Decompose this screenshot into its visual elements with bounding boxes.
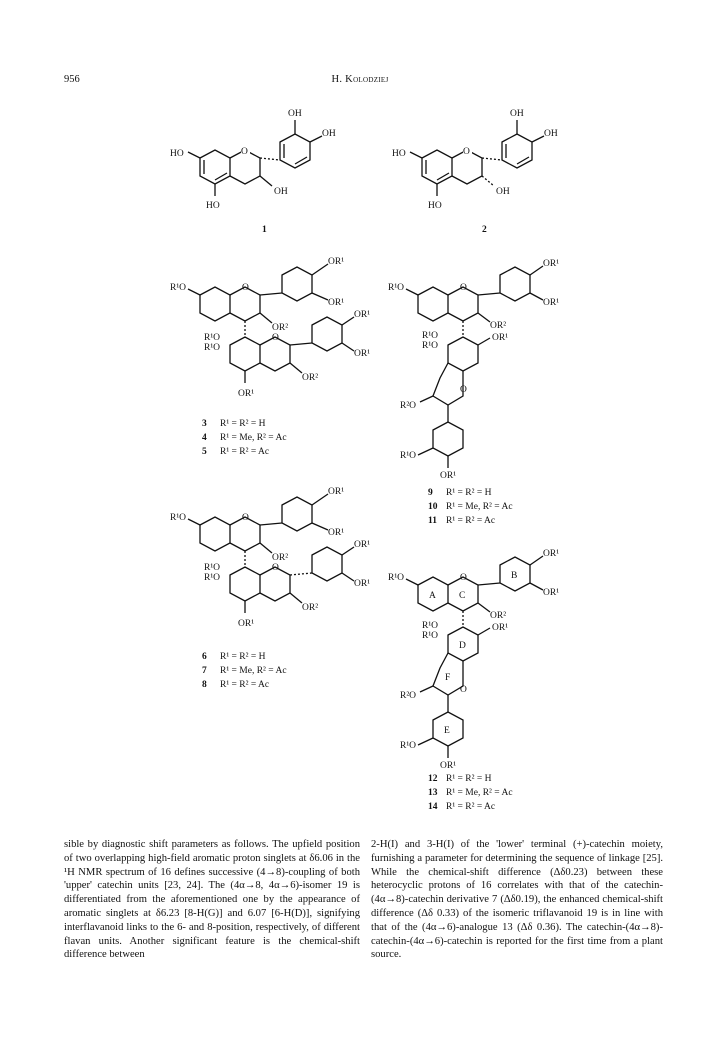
compound-number: 10 (428, 502, 438, 512)
oh-label: OH (496, 187, 510, 197)
running-head: H. Kolodziej (331, 74, 389, 85)
r1o-label: R¹O (204, 573, 221, 583)
or1-label: OR¹ (328, 528, 345, 538)
or1-label: OR¹ (328, 257, 345, 267)
r1o-label: R¹O (388, 283, 405, 293)
oh-label: OH (510, 109, 524, 119)
substituent-text: R¹ = Me, R² = Ac (220, 666, 287, 676)
or2-label: OR² (302, 373, 319, 383)
legend-row (428, 486, 513, 500)
compound-number: 11 (428, 516, 437, 526)
legend-compounds-9-11 (428, 486, 513, 528)
substituent-text: R¹ = Me, R² = Ac (220, 433, 287, 443)
compound-number: 1 (262, 225, 267, 235)
ring-label-d: D (459, 641, 466, 651)
ring-oxygen: O (242, 513, 249, 523)
r1o-label: R¹O (204, 563, 221, 573)
or1-label: OR¹ (543, 588, 560, 598)
or1-label: OR¹ (328, 298, 345, 308)
structure-compounds-3-5 (170, 250, 380, 415)
substituent-text: R¹ = Me, R² = Ac (446, 788, 513, 798)
or1-label: OR¹ (492, 333, 509, 343)
r1o-label: R¹O (170, 283, 187, 293)
or1-label: OR¹ (440, 471, 457, 481)
or2-label: OR² (490, 321, 507, 331)
substituent-text: R¹ = R² = Ac (220, 680, 270, 690)
or1-label: OR¹ (354, 579, 371, 589)
ring-oxygen: O (241, 147, 248, 157)
r1o-label: R¹O (400, 451, 417, 461)
r1o-label: R¹O (204, 343, 221, 353)
compound-number: 4 (202, 433, 207, 443)
ho-label: HO (170, 149, 184, 159)
legend-compounds-12-14 (428, 772, 513, 814)
ring-oxygen: O (463, 147, 470, 157)
r2o-label: R²O (400, 401, 417, 411)
legend-compounds-6-8 (202, 650, 287, 692)
ring-oxygen: O (272, 563, 279, 573)
or1-label: OR¹ (440, 761, 457, 771)
r1o-label: R¹O (422, 631, 439, 641)
legend-row (428, 772, 513, 786)
ring-oxygen: O (460, 385, 467, 395)
or1-label: OR¹ (238, 389, 255, 399)
compound-number: 8 (202, 680, 207, 690)
ring-label-a: A (429, 591, 436, 601)
compound-number: 3 (202, 419, 207, 429)
structure-compound-1 (170, 100, 360, 240)
legend-row (428, 500, 513, 514)
legend-compounds-3-5 (202, 417, 287, 459)
compound-number: 13 (428, 788, 438, 798)
r1o-label: R¹O (422, 341, 439, 351)
r1o-label: R¹O (170, 513, 187, 523)
legend-row (428, 786, 513, 800)
or1-label: OR¹ (543, 259, 560, 269)
compound-number: 2 (482, 225, 487, 235)
or1-label: OR¹ (543, 549, 560, 559)
or2-label: OR² (272, 323, 289, 333)
r2o-label: R²O (400, 691, 417, 701)
compound-number: 14 (428, 802, 438, 812)
r1o-label: R¹O (422, 331, 439, 341)
structure-compounds-6-8 (170, 480, 380, 645)
or2-label: OR² (490, 611, 507, 621)
r1o-label: R¹O (388, 573, 405, 583)
or1-label: OR¹ (238, 619, 255, 629)
legend-row (428, 514, 513, 528)
ring-oxygen: O (242, 283, 249, 293)
body-text-right-column: 2-H(I) and 3-H(I) of the 'lower' terminal (+)-catechin moiety, furnishing a parameter for determining the sequence of linkage [25]. While the chemical-shift difference (Δδ0.23) between these heterocyclic protons of 16 correlates with that of the catechin-(4α→8)-catechin derivative 7 (Δδ0.19), the enhanced chemical-shift difference (Δδ 0.33) of the isomeric triflavanoid 19 is in line with that of the (4α→6)-analogue 13 (Δδ 0.36). The catechin-(4α→8)-catechin-(4α→6)-catechin is reported for the first time from a plant source. (371, 839, 663, 961)
substituent-text: R¹ = R² = Ac (220, 447, 270, 457)
legend-row (202, 445, 287, 459)
legend-row (202, 650, 287, 664)
or1-label: OR¹ (543, 298, 560, 308)
or1-label: OR¹ (328, 487, 345, 497)
compound-number: 9 (428, 488, 433, 498)
ring-label-f: F (445, 673, 451, 683)
body-text-left-column: sible by diagnostic shift parameters as follows. The upfield position of two overlapping high-field aromatic proton singlets at δ6.06 in the ¹H NMR spectrum of 16 defines successive (4→8)-coupling of both 'upper' catechin units [23, 24]. The (4α→8, 4α→6)-isomer 19 is differentiated from the aforementioned one by the appearance of aromatic singlets at δ6.23 [8-H(G)] and 6.07 [6-H(D)], signifying interflavanoid links to the 6- and 8-position, respectively, of different flavan units. Another significant feature is the chemical-shift difference between (64, 839, 360, 961)
r1o-label: R¹O (422, 621, 439, 631)
compound-number: 7 (202, 666, 207, 676)
ring-oxygen: O (460, 283, 467, 293)
structure-compound-2 (392, 100, 582, 240)
ring-label-e: E (444, 726, 450, 736)
compound-number: 5 (202, 447, 207, 457)
compound-number: 12 (428, 774, 438, 784)
legend-row (428, 800, 513, 814)
or2-label: OR² (302, 603, 319, 613)
ring-label-c: C (459, 591, 466, 601)
page-number: 956 (64, 74, 80, 85)
ring-oxygen: O (460, 573, 467, 583)
r1o-label: R¹O (400, 741, 417, 751)
legend-row (202, 417, 287, 431)
oh-label: OH (322, 129, 336, 139)
r1o-label: R¹O (204, 333, 221, 343)
ring-oxygen: O (460, 685, 467, 695)
ring-label-b: B (511, 571, 518, 581)
or1-label: OR¹ (354, 310, 371, 320)
substituent-text: R¹ = R² = H (446, 488, 492, 498)
structure-compounds-12-14 (388, 540, 588, 770)
legend-row (202, 678, 287, 692)
substituent-text: R¹ = R² = H (446, 774, 492, 784)
substituent-text: R¹ = R² = Ac (446, 516, 496, 526)
oh-label: OH (288, 109, 302, 119)
oh-label: OH (544, 129, 558, 139)
substituent-text: R¹ = R² = H (220, 419, 266, 429)
substituent-text: R¹ = R² = H (220, 652, 266, 662)
or1-label: OR¹ (492, 623, 509, 633)
ho-label: HO (206, 201, 220, 211)
ho-label: HO (428, 201, 442, 211)
legend-row (202, 431, 287, 445)
substituent-text: R¹ = R² = Ac (446, 802, 496, 812)
structure-compounds-9-11 (388, 250, 588, 480)
compound-number: 6 (202, 652, 207, 662)
substituent-text: R¹ = Me, R² = Ac (446, 502, 513, 512)
legend-row (202, 664, 287, 678)
or1-label: OR¹ (354, 349, 371, 359)
ho-label: HO (392, 149, 406, 159)
or2-label: OR² (272, 553, 289, 563)
oh-label: OH (274, 187, 288, 197)
ring-oxygen: O (272, 333, 279, 343)
or1-label: OR¹ (354, 540, 371, 550)
